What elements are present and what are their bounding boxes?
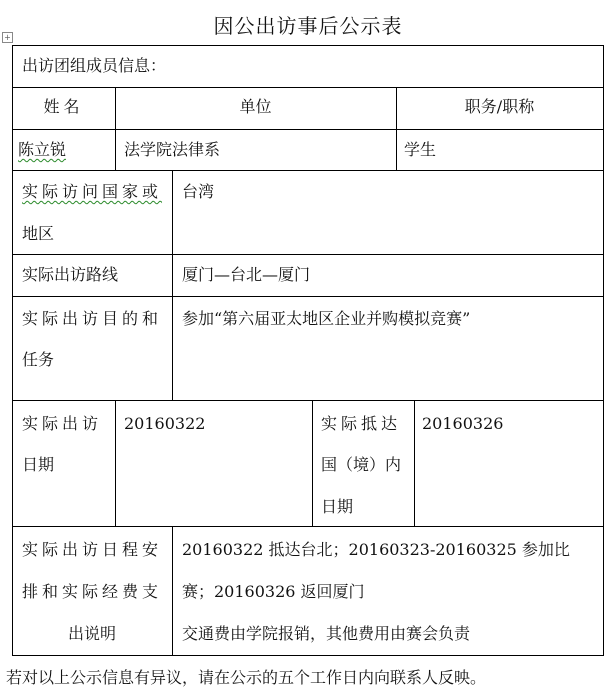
schedule-value-line3: 交通费由学院报销，其他费用由赛会负责 xyxy=(182,624,471,643)
arrival-label-line2: 国（境）内 xyxy=(321,455,402,474)
delegation-label: 出访团组成员信息： xyxy=(22,56,167,75)
header-position: 职务/职称 xyxy=(464,97,535,116)
country-label-line2: 地区 xyxy=(22,224,55,243)
schedule-value-line2: 赛；20160326 返回厦门 xyxy=(182,582,365,601)
country-label-line1: 实际访问国家或 xyxy=(22,182,163,201)
schedule-label-line1: 实际出访日程安 xyxy=(21,540,162,559)
page-title: 因公出访事后公示表 xyxy=(213,14,403,38)
schedule-label-line2: 排和实际经费支 xyxy=(21,582,162,601)
member-unit: 法学院法律系 xyxy=(124,140,221,159)
departure-value: 20160322 xyxy=(124,414,206,433)
purpose-label-line1: 实际出访目的和 xyxy=(22,309,163,328)
route-value: 厦门—台北—厦门 xyxy=(182,265,311,284)
purpose-value: 参加“第六届亚太地区企业并购模拟竞赛” xyxy=(182,309,471,328)
arrival-label-line1: 实际抵达 xyxy=(321,414,402,433)
header-name: 姓名 xyxy=(43,97,84,116)
purpose-label-line2: 任务 xyxy=(22,350,55,369)
member-position: 学生 xyxy=(404,140,437,159)
schedule-label-line3: 出说明 xyxy=(67,624,116,643)
footer-note: 若对以上公示信息有异议，请在公示的五个工作日内向联系人反映。 xyxy=(6,668,487,687)
arrival-label-line3: 日期 xyxy=(321,497,354,516)
country-value: 台湾 xyxy=(182,182,215,201)
schedule-value-line1: 20160322 抵达台北；20160323-20160325 参加比 xyxy=(182,540,570,559)
member-name: 陈立锐 xyxy=(18,140,67,159)
departure-label-line2: 日期 xyxy=(22,455,55,474)
arrival-value: 20160326 xyxy=(422,414,504,433)
departure-label-line1: 实际出访 xyxy=(22,414,103,433)
header-unit: 单位 xyxy=(239,97,272,116)
route-label: 实际出访路线 xyxy=(22,265,119,284)
table-move-handle-icon[interactable]: + xyxy=(2,32,13,43)
